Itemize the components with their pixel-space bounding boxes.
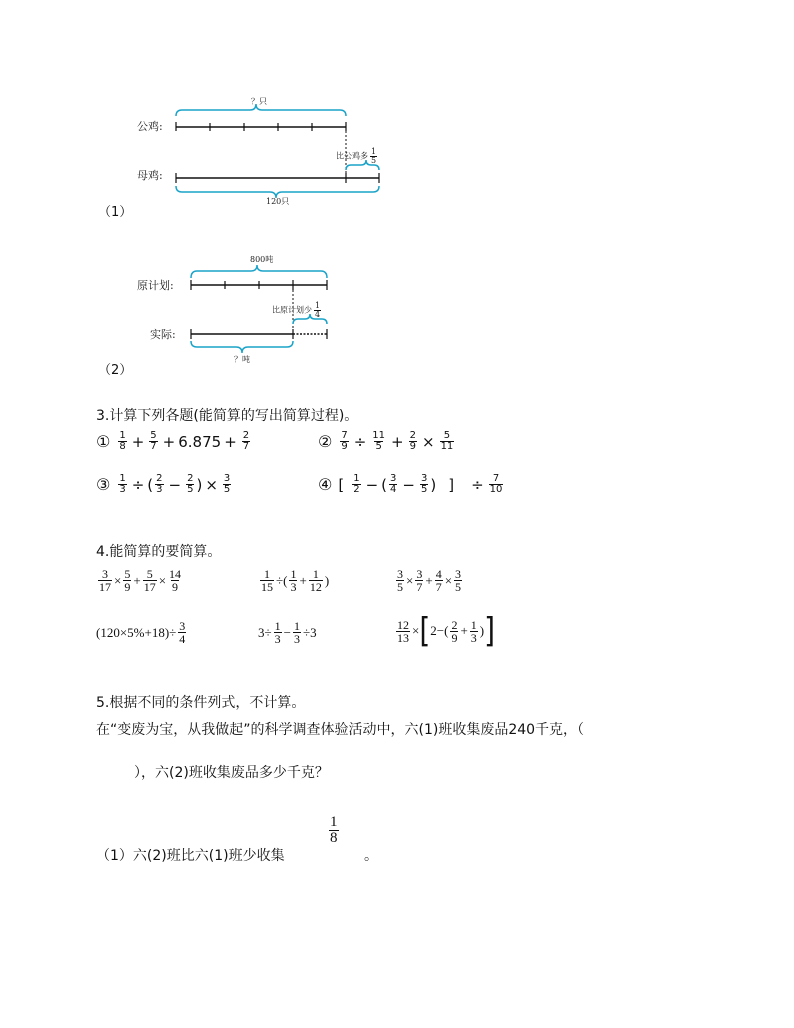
problem-4-c: $\frac{3}{5}$ × $\frac{3}{7}$ + $\frac{4}{7}$ × $\frac{3}{5}$ (397, 567, 462, 594)
actual-label: 实际: (150, 328, 176, 341)
bar-model-1 (170, 100, 390, 210)
problem-4-b: $\frac{1}{15}$ ÷( $\frac{1}{3}$ + $\frac{1}{12}$ ) (261, 567, 330, 594)
sub-question-1: （1）六(2)班比六(1)班少收集 (96, 848, 285, 864)
diagram-index: （1） (98, 205, 133, 220)
problem-3-4: ④ [ $\frac{1}{2}$ − ( $\frac{3}{4}$ − $\frac{3}{5}$ ) ] ÷ $\frac{7}{10}$ (318, 473, 503, 495)
total-label: 120只 (266, 197, 290, 206)
section-3-title: 3.计算下列各题(能简算的写出简算过程)。 (96, 408, 359, 424)
section-5-question-line-1: 在“变废为宝，从我做起”的科学调查体验活动中，六(1)班收集废品240千克，（ (96, 722, 585, 738)
brace-bottom (191, 341, 293, 353)
brace-bottom (176, 186, 379, 198)
problem-4-e: 3÷ $\frac{1}{3}$ − $\frac{1}{3}$ ÷3 (258, 619, 317, 646)
problem-4-a: $\frac{3}{17}$ × $\frac{5}{9}$ + $\frac{5}{17}$ × $\frac{14}{9}$ (99, 567, 182, 594)
actual-unknown-label: ？吨 (234, 355, 250, 364)
more-than-rooster-label: 比公鸡多 $\frac{1}{5}$ (336, 147, 377, 165)
section-5-question-line-2: ），六(2)班收集废品多少千克？ (134, 765, 329, 781)
hen-label: 母鸡: (137, 169, 163, 182)
brace-less (293, 314, 327, 324)
brace-top (176, 104, 346, 116)
section-4-title: 4.能简算的要简算。 (96, 544, 222, 560)
unknown-count-label: ？只 (251, 97, 267, 106)
plan-total-label: 800吨 (250, 255, 274, 264)
bar-model-2 (185, 260, 345, 360)
rooster-label: 公鸡: (137, 120, 163, 133)
sub-question-1-fraction: $\frac{1}{8}$ (330, 814, 338, 846)
sub-question-1-end: 。 (364, 848, 378, 864)
problem-3-1: ① $\frac{1}{8}$ + $\frac{5}{7}$ + 6.875 + $\frac{2}{7}$ (96, 430, 250, 452)
brace-extra (346, 160, 379, 170)
less-than-plan-label: 比原计划少 $\frac{1}{4}$ (272, 301, 321, 319)
problem-3-2: ② $\frac{7}{9}$ ÷ $\frac{11}{5}$ + $\frac{2}{9}$ × $\frac{5}{11}$ (318, 430, 454, 452)
problem-4-d: (120×5%+18)÷ $\frac{3}{4}$ (96, 619, 186, 646)
brace-top (191, 265, 327, 278)
problem-4-f: $\frac{12}{13}$ × [ 2 −( $\frac{2}{9}$ + $\frac{1}{3}$ ) ] (397, 610, 496, 651)
section-5-title: 5.根据不同的条件列式，不计算。 (96, 695, 306, 711)
diagram-index: （2） (98, 363, 133, 378)
plan-label: 原计划: (137, 279, 174, 292)
problem-3-3: ③ $\frac{1}{3}$ ÷ ( $\frac{2}{3}$ − $\frac{2}{5}$ ) × $\frac{3}{5}$ (96, 473, 231, 495)
